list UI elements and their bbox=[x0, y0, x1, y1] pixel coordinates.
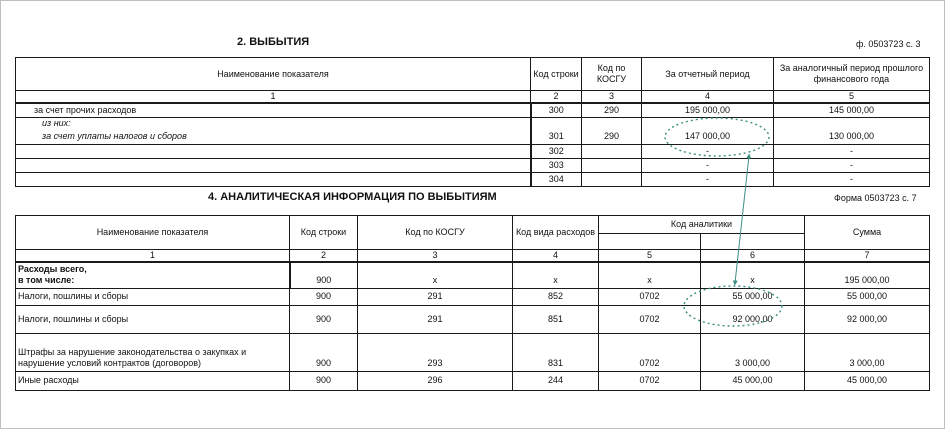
row-kvr: 851 bbox=[513, 305, 599, 333]
row-name bbox=[16, 333, 290, 371]
table-row bbox=[16, 288, 930, 305]
s2-num: 6 bbox=[701, 250, 805, 263]
table-row bbox=[16, 305, 930, 333]
row-prev: - bbox=[774, 172, 930, 186]
table-row bbox=[16, 158, 930, 172]
row-code: 900 bbox=[290, 262, 358, 288]
row-code: 304 bbox=[531, 172, 582, 186]
s1-num: 1 bbox=[16, 91, 531, 104]
row-code: 302 bbox=[531, 144, 582, 158]
row-period: - bbox=[642, 172, 774, 186]
row-kosgu: 291 bbox=[358, 305, 513, 333]
row-kvr: 244 bbox=[513, 371, 599, 390]
section2-form-ref: Форма 0503723 с. 7 bbox=[834, 193, 917, 203]
row-period: 195 000,00 bbox=[642, 103, 774, 117]
row-a5: 0702 bbox=[599, 305, 701, 333]
row-name: Иные расходы bbox=[16, 371, 290, 390]
s2-num: 2 bbox=[290, 250, 358, 263]
row-kosgu: 290 bbox=[582, 103, 642, 117]
row-prev: 145 000,00 bbox=[774, 103, 930, 117]
row-a6: 55 000,00 bbox=[701, 288, 805, 305]
row-code: 303 bbox=[531, 158, 582, 172]
table-row bbox=[16, 172, 930, 186]
s1-num: 4 bbox=[642, 91, 774, 104]
row-name-line2: нарушение условий контрактов (договоров) bbox=[18, 357, 202, 368]
row-period: - bbox=[642, 144, 774, 158]
s1-num: 2 bbox=[531, 91, 582, 104]
row-a6: 45 000,00 bbox=[701, 371, 805, 390]
row-sum: 195 000,00 bbox=[805, 262, 930, 288]
row-kosgu bbox=[582, 172, 642, 186]
row-prev bbox=[774, 117, 930, 129]
row-name-line1: Штрафы за нарушение законодательства о закупках и bbox=[18, 346, 247, 357]
row-code: 900 bbox=[290, 371, 358, 390]
row-kosgu: 293 bbox=[358, 333, 513, 371]
row-code: 900 bbox=[290, 288, 358, 305]
row-prev: - bbox=[774, 144, 930, 158]
s1-header-code: Код строки bbox=[531, 58, 582, 91]
row-a5: 0702 bbox=[599, 288, 701, 305]
s2-num: 7 bbox=[805, 250, 930, 263]
row-sum: 92 000,00 bbox=[805, 305, 930, 333]
row-kosgu: 291 bbox=[358, 288, 513, 305]
row-kvr: x bbox=[513, 262, 599, 288]
row-name bbox=[16, 172, 531, 186]
row-name bbox=[16, 144, 531, 158]
section1-title: 2. ВЫБЫТИЯ bbox=[237, 36, 310, 48]
row-a5: 0702 bbox=[599, 333, 701, 371]
row-name-line2: в том числе: bbox=[18, 274, 75, 285]
row-a5: x bbox=[599, 262, 701, 288]
row-sum: 55 000,00 bbox=[805, 288, 930, 305]
s2-header-analytics-sub bbox=[701, 234, 805, 250]
s2-header-kvr: Код вида расходов bbox=[513, 216, 599, 250]
row-kosgu: x bbox=[358, 262, 513, 288]
row-kvr: 831 bbox=[513, 333, 599, 371]
row-kvr: 852 bbox=[513, 288, 599, 305]
s2-header-sum: Сумма bbox=[805, 216, 930, 250]
row-kosgu bbox=[582, 117, 642, 129]
row-a6: 3 000,00 bbox=[701, 333, 805, 371]
s2-header-analytics: Код аналитики bbox=[599, 216, 805, 234]
row-code: 900 bbox=[290, 333, 358, 371]
row-sum: 45 000,00 bbox=[805, 371, 930, 390]
row-prev: - bbox=[774, 158, 930, 172]
section2-title: 4. АНАЛИТИЧЕСКАЯ ИНФОРМАЦИЯ ПО ВЫБЫТИЯМ bbox=[208, 191, 497, 203]
s2-header-name: Наименование показателя bbox=[16, 216, 290, 250]
s1-header-prev: За аналогичный период прошлого финансового года bbox=[774, 58, 930, 91]
table-row bbox=[16, 144, 930, 158]
table-row bbox=[16, 333, 930, 371]
s1-header-name: Наименование показателя bbox=[16, 58, 531, 91]
s1-header-kosgu: Код по КОСГУ bbox=[582, 58, 642, 91]
section1-form-ref: ф. 0503723 с. 3 bbox=[856, 39, 921, 49]
row-sum: 3 000,00 bbox=[805, 333, 930, 371]
row-code bbox=[531, 117, 582, 129]
row-name bbox=[16, 158, 531, 172]
row-code: 301 bbox=[531, 129, 582, 144]
s2-header-kosgu: Код по КОСГУ bbox=[358, 216, 513, 250]
row-kosgu bbox=[582, 158, 642, 172]
section2-table bbox=[15, 215, 930, 391]
table-row bbox=[16, 262, 930, 288]
table-row bbox=[16, 103, 930, 117]
s1-header-period: За отчетный период bbox=[642, 58, 774, 91]
table-row bbox=[16, 129, 930, 144]
row-name: из них: bbox=[16, 117, 531, 129]
row-kosgu bbox=[582, 144, 642, 158]
s2-num: 3 bbox=[358, 250, 513, 263]
s1-num: 5 bbox=[774, 91, 930, 104]
row-prev: 130 000,00 bbox=[774, 129, 930, 144]
row-name bbox=[16, 262, 290, 288]
row-code: 300 bbox=[531, 103, 582, 117]
row-name: Налоги, пошлины и сборы bbox=[16, 288, 290, 305]
s2-num: 1 bbox=[16, 250, 290, 263]
table-row bbox=[16, 371, 930, 390]
row-name: за счет уплаты налогов и сборов bbox=[16, 129, 531, 144]
s2-num: 5 bbox=[599, 250, 701, 263]
row-kosgu: 296 bbox=[358, 371, 513, 390]
row-a5: 0702 bbox=[599, 371, 701, 390]
row-kosgu: 290 bbox=[582, 129, 642, 144]
s2-header-analytics-sub bbox=[599, 234, 701, 250]
row-code: 900 bbox=[290, 305, 358, 333]
s2-num: 4 bbox=[513, 250, 599, 263]
section1-table bbox=[15, 57, 930, 187]
row-period: - bbox=[642, 158, 774, 172]
row-period: 147 000,00 bbox=[642, 129, 774, 144]
s1-num: 3 bbox=[582, 91, 642, 104]
row-period bbox=[642, 117, 774, 129]
row-a6: x bbox=[701, 262, 805, 288]
table-row bbox=[16, 117, 930, 129]
row-name: Налоги, пошлины и сборы bbox=[16, 305, 290, 333]
row-name: за счет прочих расходов bbox=[16, 103, 531, 117]
row-name-line1: Расходы всего, bbox=[18, 263, 87, 274]
row-a6: 92 000,00 bbox=[701, 305, 805, 333]
s2-header-code: Код строки bbox=[290, 216, 358, 250]
